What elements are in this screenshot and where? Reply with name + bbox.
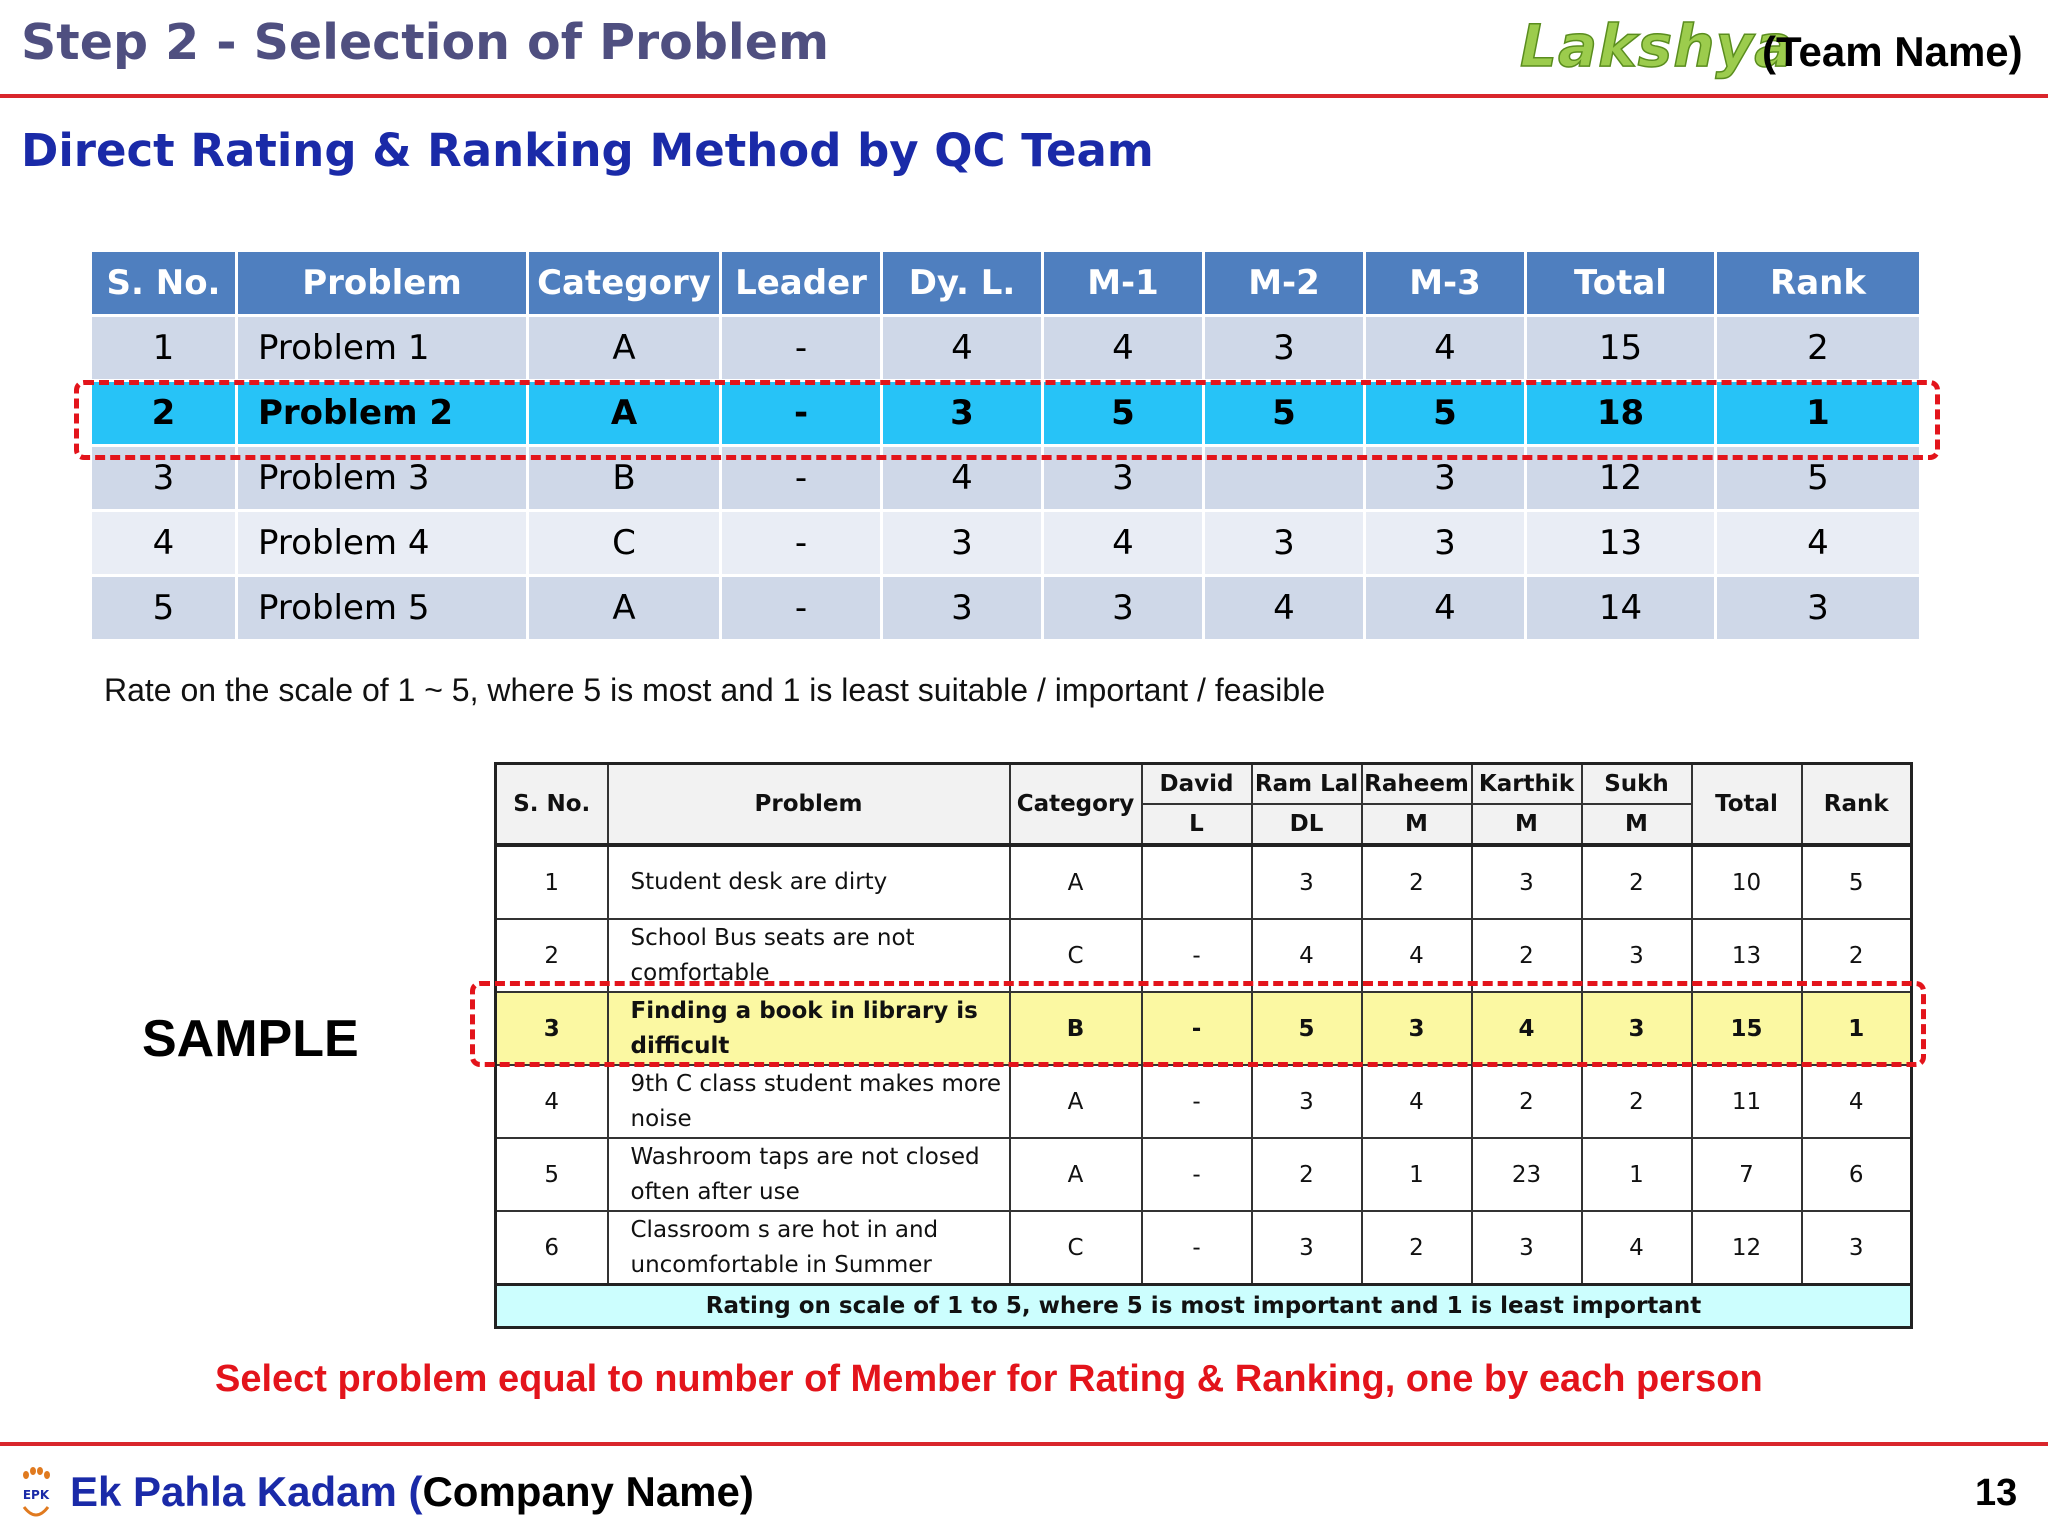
sample-table-header [496,764,1912,805]
cell-total: 12 [1692,1211,1802,1285]
member-name: Raheem [1362,764,1472,805]
cell-rating: - [1142,919,1252,992]
cell-rank: 4 [1716,511,1921,576]
cell-problem: 9th C class student makes more noise [608,1065,1010,1138]
member-name: Karthik [1472,764,1582,805]
cell-rank: 3 [1802,1211,1912,1285]
footer-company-label: Company Name) [422,1468,754,1515]
cell-rank: 2 [1802,919,1912,992]
cell-rating: 3 [1472,1211,1582,1285]
cell-rating: 4 [1472,992,1582,1065]
cell-rating: 2 [1472,1065,1582,1138]
sample-selected-row-highlight-box [470,981,1926,1067]
cell-problem: Problem 3 [237,446,528,511]
epk-footprint-logo-icon [18,1465,54,1525]
cell-rating: - [1142,1138,1252,1211]
cell-rating: - [1142,1065,1252,1138]
cell-sno: 1 [496,845,608,919]
cell-m1: 5 [1043,381,1204,446]
cell-rating: 2 [1472,919,1582,992]
selected-row-highlight-box [74,380,1940,460]
slide-title: Step 2 - Selection of Problem [21,14,829,71]
col-m2: M-2 [1204,251,1365,316]
cell-sno: 1 [91,316,237,381]
member-role: M [1362,804,1472,845]
cell-rating: 2 [1582,1065,1692,1138]
cell-rank: 1 [1802,992,1912,1065]
cell-m2: 5 [1204,381,1365,446]
member-role: L [1142,804,1252,845]
cell-total: 15 [1692,992,1802,1065]
cell-m2: 3 [1204,511,1365,576]
cell-category: A [1010,1065,1142,1138]
cell-category: A [528,316,721,381]
col-category: Category [1010,764,1142,846]
cell-category: A [1010,1138,1142,1211]
cell-total: 10 [1692,845,1802,919]
cell-rating: 3 [1362,992,1472,1065]
cell-category: C [1010,919,1142,992]
cell-problem: Student desk are dirty [608,845,1010,919]
member-name: David [1142,764,1252,805]
cell-leader: - [721,446,882,511]
cell-m1: 4 [1043,511,1204,576]
cell-m2: 3 [1204,316,1365,381]
rating-scale-footer: Rating on scale of 1 to 5, where 5 is most important and 1 is least important [496,1285,1912,1328]
cell-problem: Finding a book in library is difficult [608,992,1010,1065]
cell-total: 13 [1526,511,1716,576]
cell-leader: - [721,511,882,576]
cell-leader: - [721,576,882,641]
cell-category: C [528,511,721,576]
member-name: Ram Lal [1252,764,1362,805]
cell-category: C [1010,1211,1142,1285]
cell-rank: 5 [1802,845,1912,919]
cell-category: A [528,381,721,446]
table-row [91,316,1921,381]
cell-total: 11 [1692,1065,1802,1138]
col-total: Total [1692,764,1802,846]
col-m3: M-3 [1365,251,1526,316]
cell-rank: 4 [1802,1065,1912,1138]
cell-rating: 3 [1472,845,1582,919]
cell-m2: 4 [1204,576,1365,641]
cell-category: A [1010,845,1142,919]
footer-divider [0,1442,2048,1446]
cell-total: 13 [1692,919,1802,992]
col-rank: Rank [1802,764,1912,846]
cell-problem: Problem 1 [237,316,528,381]
rating-table-header [91,251,1921,316]
cell-rating: 1 [1582,1138,1692,1211]
table-row [496,1138,1912,1211]
member-role: M [1582,804,1692,845]
cell-problem: School Bus seats are not comfortable [608,919,1010,992]
table-row [91,511,1921,576]
cell-dy-leader: 4 [882,446,1043,511]
cell-m3: 5 [1365,381,1526,446]
cell-sno: 2 [496,919,608,992]
cell-sno: 4 [496,1065,608,1138]
cell-category: B [1010,992,1142,1065]
cell-rank: 3 [1716,576,1921,641]
cell-total: 7 [1692,1138,1802,1211]
cell-rating: 4 [1252,919,1362,992]
cell-dy-leader: 3 [882,576,1043,641]
member-role: DL [1252,804,1362,845]
cell-total: 15 [1526,316,1716,381]
cell-problem: Problem 5 [237,576,528,641]
cell-m3: 3 [1365,511,1526,576]
cell-rating: 4 [1362,1065,1472,1138]
selection-instruction: Select problem equal to number of Member for Rating & Ranking, one by each person [215,1358,1763,1400]
col-rank: Rank [1716,251,1921,316]
cell-total: 14 [1526,576,1716,641]
sample-label: SAMPLE [142,1010,359,1068]
cell-m3: 3 [1365,446,1526,511]
col-leader: Leader [721,251,882,316]
cell-rating: 2 [1582,845,1692,919]
team-logo-lakshya: Lakshya [1520,12,1795,80]
epk-logo-text: EPK [22,1488,50,1502]
cell-rating: 4 [1362,919,1472,992]
cell-total: 12 [1526,446,1716,511]
cell-rank: 1 [1716,381,1921,446]
cell-rating: 2 [1362,1211,1472,1285]
sample-table-footer [496,1285,1912,1328]
table-row [496,1211,1912,1285]
cell-rating: 2 [1252,1138,1362,1211]
cell-rating: 3 [1582,992,1692,1065]
cell-m1: 3 [1043,446,1204,511]
page-number: 13 [1975,1472,2018,1514]
cell-problem: Problem 2 [237,381,528,446]
cell-sno: 4 [91,511,237,576]
cell-rating: 3 [1252,1211,1362,1285]
col-category: Category [528,251,721,316]
cell-m1: 3 [1043,576,1204,641]
table-row [496,1065,1912,1138]
cell-total: 18 [1526,381,1716,446]
cell-problem: Classroom s are hot in and uncomfortable in Summer [608,1211,1010,1285]
cell-rating: 3 [1582,919,1692,992]
cell-sno: 5 [91,576,237,641]
cell-problem: Washroom taps are not closed often after use [608,1138,1010,1211]
section-subtitle: Direct Rating & Ranking Method by QC Team [21,124,1154,177]
col-dy-leader: Dy. L. [882,251,1043,316]
cell-m1: 4 [1043,316,1204,381]
cell-sno: 3 [91,446,237,511]
cell-category: B [528,446,721,511]
cell-rank: 2 [1716,316,1921,381]
cell-sno: 3 [496,992,608,1065]
cell-m3: 4 [1365,576,1526,641]
cell-category: A [528,576,721,641]
cell-sno: 6 [496,1211,608,1285]
cell-rating: 5 [1252,992,1362,1065]
cell-rating: 4 [1582,1211,1692,1285]
scale-note: Rate on the scale of 1 ~ 5, where 5 is most and 1 is least suitable / important / feasible [104,672,1326,708]
cell-dy-leader: 4 [882,316,1043,381]
cell-m3: 4 [1365,316,1526,381]
col-sno: S. No. [91,251,237,316]
col-total: Total [1526,251,1716,316]
col-m1: M-1 [1043,251,1204,316]
footer-company-name [70,1468,754,1516]
cell-rating: 3 [1252,845,1362,919]
member-role: M [1472,804,1582,845]
col-problem: Problem [608,764,1010,846]
cell-rating: 1 [1362,1138,1472,1211]
cell-sno: 5 [496,1138,608,1211]
member-name: Sukh [1582,764,1692,805]
cell-leader: - [721,316,882,381]
table-row [91,576,1921,641]
cell-rank: 5 [1716,446,1921,511]
table-row [496,845,1912,919]
team-name-label: (Team Name) [1762,28,2023,75]
cell-rating: 23 [1472,1138,1582,1211]
cell-leader: - [721,381,882,446]
col-problem: Problem [237,251,528,316]
footer-company-prefix: Ek Pahla Kadam ( [70,1468,423,1515]
cell-rank: 6 [1802,1138,1912,1211]
cell-problem: Problem 4 [237,511,528,576]
cell-rating: 2 [1362,845,1472,919]
cell-sno: 2 [91,381,237,446]
cell-rating: 3 [1252,1065,1362,1138]
cell-dy-leader: 3 [882,511,1043,576]
header-divider [0,94,2048,98]
cell-rating [1142,845,1252,919]
cell-dy-leader: 3 [882,381,1043,446]
col-sno: S. No. [496,764,608,846]
cell-rating: - [1142,1211,1252,1285]
cell-rating: - [1142,992,1252,1065]
